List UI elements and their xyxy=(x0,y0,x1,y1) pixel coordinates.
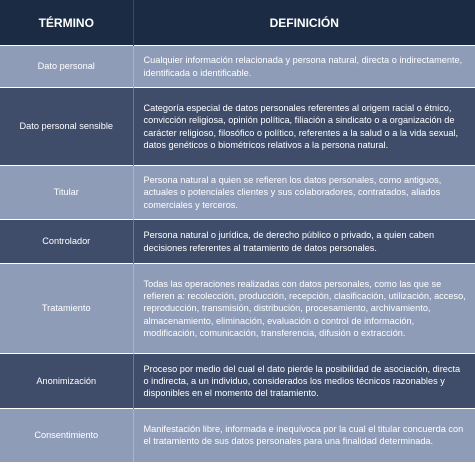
definition-cell: Todas las operaciones realizadas con datos personales, como las que se refieren a: recolección, producción, recepción, clasificación, utilización, acceso, reproducción, transmisión, distribución, procesamiento, archivamiento, almacenamiento, eliminación, evaluación o control de información, modificación, comunicación, transferencia, difusión o extracción. xyxy=(133,264,475,354)
definition-cell: Proceso por medio del cual el dato pierde la posibilidad de asociación, directa o indirecta, a un individuo, considerados los medios técnicos razonables y disponibles en el momento del tratamiento. xyxy=(133,354,475,409)
definition-cell: Categoría especial de datos personales referentes al origem racial o étnico, convicción religiosa, opinión política, filiación a sindicato o a organización de carácter religioso, filosófico o político, referentes a la salud o a la vida sexual, datos genéticos o biométricos relativos a la persona natural. xyxy=(133,88,475,166)
table-row xyxy=(0,354,475,409)
table-body xyxy=(0,46,475,462)
table-row xyxy=(0,409,475,462)
term-cell: Anonimización xyxy=(0,354,133,409)
definition-cell: Manifestación libre, informada e inequívoca por la cual el titular concuerda con el tratamiento de sus datos personales para una finalidad determinada. xyxy=(133,409,475,462)
column-header-definition: DEFINICIÓN xyxy=(133,0,475,46)
term-cell: Consentimiento xyxy=(0,409,133,462)
column-header-term: TÉRMINO xyxy=(0,0,133,46)
term-cell: Dato personal sensible xyxy=(0,88,133,166)
definition-cell: Cualquier información relacionada y persona natural, directa o indirectamente, identificada o identificable. xyxy=(133,46,475,88)
header-row xyxy=(0,0,475,46)
term-cell: Dato personal xyxy=(0,46,133,88)
definition-cell: Persona natural o jurídica, de derecho público o privado, a quien caben decisiones referentes al tratamiento de datos personales. xyxy=(133,220,475,264)
table-header xyxy=(0,0,475,46)
table-row xyxy=(0,88,475,166)
term-cell: Titular xyxy=(0,166,133,220)
table-row xyxy=(0,220,475,264)
term-cell: Controlador xyxy=(0,220,133,264)
table-row xyxy=(0,264,475,354)
table-row xyxy=(0,46,475,88)
table-row xyxy=(0,166,475,220)
term-cell: Tratamiento xyxy=(0,264,133,354)
definition-cell: Persona natural a quien se refieren los datos personales, como antiguos, actuales o potenciales clientes y sus colaboradores, contratados, aliados comerciales y terceros. xyxy=(133,166,475,220)
